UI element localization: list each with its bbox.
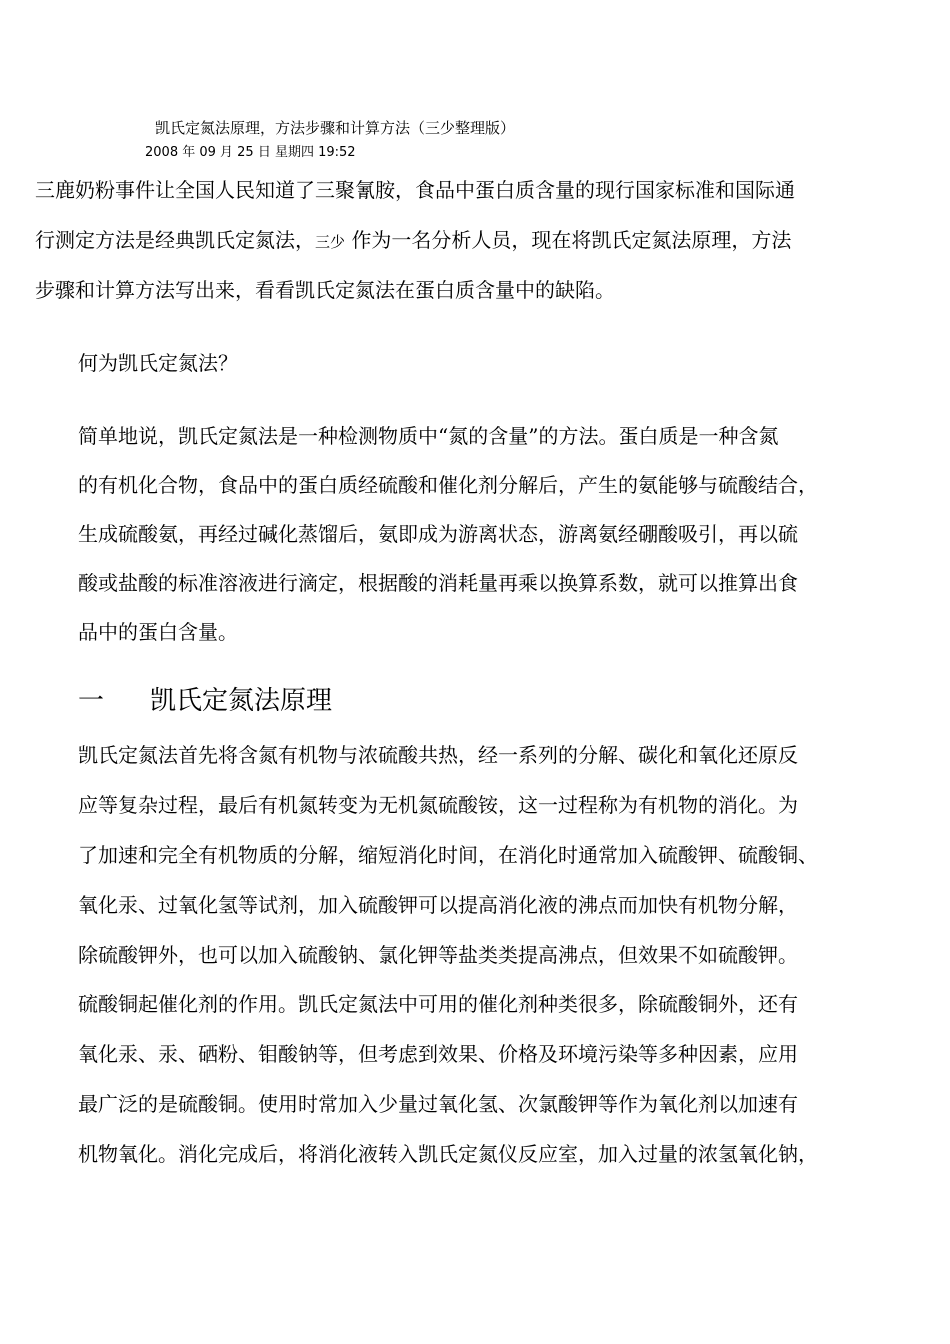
section-line: 除硫酸钾外，也可以加入硫酸钠、氯化钾等盐类类提高沸点，但效果不如硫酸钾。 bbox=[78, 943, 798, 967]
intro-line bbox=[35, 226, 791, 256]
answer-line: 酸或盐酸的标准溶液进行滴定，根据酸的消耗量再乘以换算系数，就可以推算出食 bbox=[78, 571, 798, 595]
section-title: 凯氏定氮法原理 bbox=[150, 686, 333, 716]
section-line: 应等复杂过程，最后有机氮转变为无机氮硫酸铵，这一过程称为有机物的消化。为 bbox=[78, 793, 798, 817]
intro-line: 三鹿奶粉事件让全国人民知道了三聚氰胺，食品中蛋白质含量的现行国家标准和国际通 bbox=[35, 178, 795, 202]
intro-line-part: 行测定方法是经典凯氏定氮法， bbox=[35, 228, 315, 252]
answer-line: 品中的蛋白含量。 bbox=[78, 620, 238, 644]
answer-line: 生成硫酸氨，再经过碱化蒸馏后，氨即成为游离状态，游离氨经硼酸吸引，再以硫 bbox=[78, 522, 798, 546]
section-line: 凯氏定氮法首先将含氮有机物与浓硫酸共热，经一系列的分解、碳化和氧化还原反 bbox=[78, 743, 798, 767]
question-heading: 何为凯氏定氮法？ bbox=[78, 351, 238, 375]
section-line: 了加速和完全有机物质的分解，缩短消化时间，在消化时通常加入硫酸钾、硫酸铜、 bbox=[78, 843, 818, 867]
article-date: 2008 年 09 月 25 日 星期四 19:52 bbox=[145, 145, 356, 160]
section-line: 氧化汞、汞、硒粉、钼酸钠等，但考虑到效果、价格及环境污染等多种因素，应用 bbox=[78, 1042, 798, 1066]
section-heading bbox=[78, 684, 332, 718]
section-line: 硫酸铜起催化剂的作用。凯氏定氮法中可用的催化剂种类很多，除硫酸铜外，还有 bbox=[78, 992, 798, 1016]
intro-line-part: 作为一名分析人员，现在将凯氏定氮法原理，方法 bbox=[345, 228, 792, 252]
author-name: 三少 bbox=[315, 233, 346, 251]
section-line: 最广泛的是硫酸铜。使用时常加入少量过氧化氢、次氯酸钾等作为氧化剂以加速有 bbox=[78, 1092, 798, 1116]
section-number: 一 bbox=[78, 686, 105, 716]
intro-line: 步骤和计算方法写出来，看看凯氏定氮法在蛋白质含量中的缺陷。 bbox=[35, 278, 615, 302]
section-line: 氧化汞、过氧化氢等试剂，加入硫酸钾可以提高消化液的沸点而加快有机物分解， bbox=[78, 893, 798, 917]
section-line: 机物氧化。消化完成后，将消化液转入凯氏定氮仪反应室，加入过量的浓氢氧化钠， bbox=[78, 1142, 818, 1166]
answer-line: 的有机化合物，食品中的蛋白质经硫酸和催化剂分解后，产生的氨能够与硫酸结合， bbox=[78, 473, 818, 497]
article-title: 凯氏定氮法原理，方法步骤和计算方法（三少整理版） bbox=[155, 119, 516, 137]
answer-line: 简单地说，凯氏定氮法是一种检测物质中“氮的含量”的方法。蛋白质是一种含氮 bbox=[78, 424, 779, 448]
